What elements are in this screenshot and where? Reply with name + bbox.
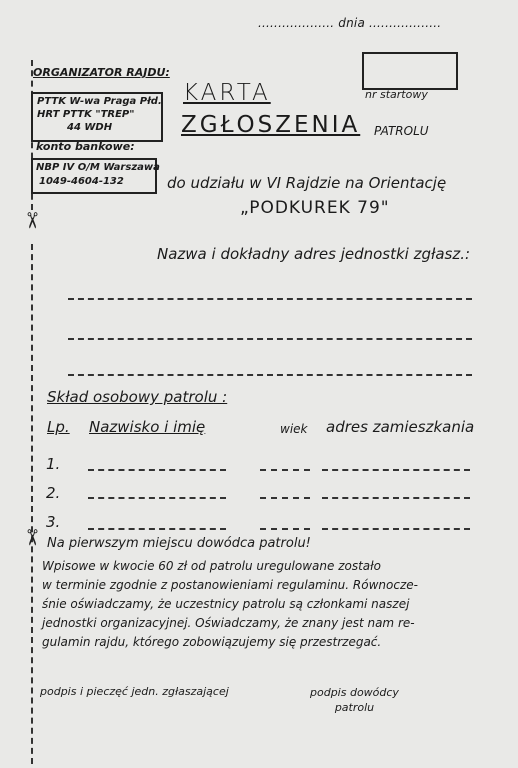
start-number-box	[362, 52, 458, 90]
member-address-field[interactable]	[322, 528, 470, 530]
organizer-title: ORGANIZATOR RAJDU:	[33, 66, 170, 79]
organizer-line: PTTK W-wa Praga Płd.	[37, 96, 162, 107]
address-line[interactable]	[68, 374, 472, 376]
declaration-paragraph	[42, 557, 482, 652]
col-address: adres zamieszkania	[326, 418, 475, 436]
row-number: 1.	[46, 455, 61, 473]
date-line: ................... dnia ..................	[258, 16, 442, 30]
col-age: wiek	[280, 422, 308, 436]
col-name: Nazwisko i imię	[89, 418, 206, 436]
member-age-field[interactable]	[260, 528, 310, 530]
member-address-field[interactable]	[322, 469, 470, 471]
signature-commander-line1: podpis dowódcy	[310, 686, 399, 699]
signature-commander-line2: patrolu	[334, 701, 375, 714]
member-age-field[interactable]	[260, 469, 310, 471]
event-name: „PODKUREK 79"	[240, 198, 390, 218]
member-name-field[interactable]	[88, 497, 226, 499]
bank-line: 1049-4604-132	[39, 176, 124, 187]
bank-box	[31, 158, 160, 194]
member-name-field[interactable]	[88, 528, 226, 530]
declaration-line: gulamin rajdu, którego zobowiązujemy się przestrzegać.	[42, 635, 382, 649]
member-age-field[interactable]	[260, 497, 310, 499]
row-number: 3.	[46, 513, 61, 531]
members-title: Skład osobowy patrolu :	[47, 388, 228, 406]
member-name-field[interactable]	[88, 469, 226, 471]
cut-line-bottom	[31, 244, 33, 764]
member-address-field[interactable]	[322, 497, 470, 499]
address-line[interactable]	[68, 338, 472, 340]
row-number: 2.	[46, 484, 61, 502]
title-zgloszenia: ZGŁOSZENIA	[181, 112, 361, 138]
address-label: Nazwa i dokładny adres jednostki zgłasz.:	[157, 245, 471, 263]
bank-label: konto bankowe:	[36, 140, 135, 153]
title-karta: KARTA	[183, 80, 271, 106]
bank-line: NBP IV O/M Warszawa	[36, 162, 160, 173]
commander-note: Na pierwszym miejscu dowódca patrolu!	[47, 536, 311, 551]
declaration-line: śnie oświadczamy, że uczestnicy patrolu są członkami naszej	[42, 597, 410, 611]
scissors-icon: ✂	[18, 211, 44, 230]
signature-commander-label	[310, 685, 399, 715]
organizer-box	[31, 92, 163, 142]
start-number-label: nr startowy	[365, 88, 428, 101]
organizer-line: 44 WDH	[67, 122, 113, 133]
scissors-icon: ✂	[18, 528, 44, 547]
event-line: do udziału w VI Rajdzie na Orientację	[167, 174, 447, 192]
address-line[interactable]	[68, 298, 472, 300]
declaration-line: w terminie zgodnie z postanowieniami regulaminu. Równocze-	[42, 578, 418, 592]
signature-unit-label: podpis i pieczęć jedn. zgłaszającej	[40, 685, 229, 698]
organizer-line: HRT PTTK "TREP"	[37, 109, 135, 120]
declaration-line: Wpisowe w kwocie 60 zł od patrolu uregulowane zostało	[42, 559, 381, 573]
declaration-line: jednostki organizacyjnej. Oświadczamy, że znany jest nam re-	[42, 616, 415, 630]
col-lp: Lp.	[47, 418, 70, 436]
title-patrolu: PATROLU	[374, 124, 429, 138]
